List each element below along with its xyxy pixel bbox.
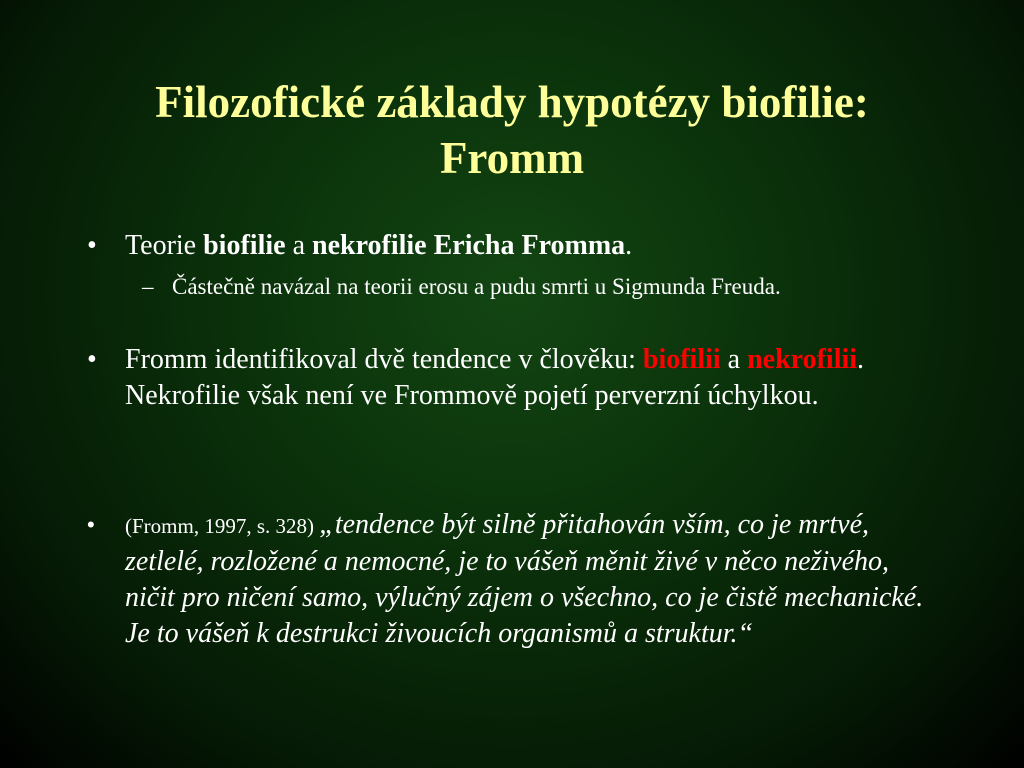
bullet-marker: • — [87, 230, 97, 261]
bullet-1 — [87, 228, 955, 264]
bullet-1-term-biofilie: biofilie — [203, 230, 286, 261]
bullet-2-text-a: Fromm identifikoval dvě tendence v člověku: — [125, 344, 643, 375]
bullet-1-text-c: . — [625, 230, 633, 261]
bullet-1-sub-text: Částečně navázal na teorii erosu a pudu smrti u Sigmunda Freuda. — [172, 274, 781, 299]
slide-title — [60, 74, 964, 186]
bullet-1-sub — [142, 272, 932, 302]
title-line-2: Fromm — [439, 133, 585, 183]
title-line-1: Filozofické základy hypotézy biofilie: — [155, 77, 869, 127]
bullet-2-text-c: . Nekrofilie však není ve Frommově pojetí perverzní úchylkou. — [125, 344, 865, 411]
bullet-marker: • — [87, 344, 97, 375]
bullet-1-text-b: a — [285, 230, 312, 261]
bullet-2 — [87, 342, 955, 414]
bullet-marker: • — [87, 512, 95, 537]
quote-citation: (Fromm, 1997, s. 328) — [125, 514, 320, 538]
quote-text: „tendence být silně přitahován vším, co je mrtvé, zetlelé, rozložené a nemocné, je to vášeň měnit živé v něco neživého, ničit pro ničení samo, výlučný zájem o všechno, co je čistě mechanické. Je to vášeň k destrukci živoucích organismů a struktur.“ — [125, 509, 924, 649]
sub-bullet-marker: – — [142, 274, 154, 299]
bullet-2-text-b: a — [720, 344, 748, 375]
bullet-2-term-nekrofilii: nekrofilii — [747, 344, 858, 375]
bullet-3-quote — [87, 507, 945, 652]
bullet-2-term-biofilii: biofilii — [642, 344, 721, 375]
bullet-1-term-nekrofilie: nekrofilie Ericha Fromma — [312, 230, 626, 261]
bullet-1-text-a: Teorie — [125, 230, 204, 261]
